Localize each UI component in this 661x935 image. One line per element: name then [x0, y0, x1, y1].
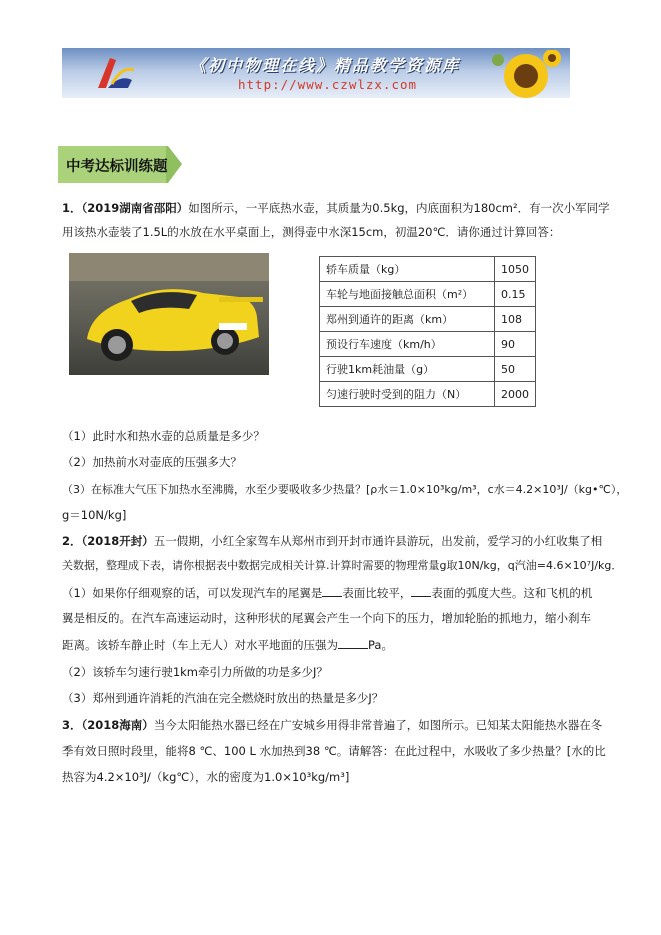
table-value: 50	[495, 357, 536, 382]
q2-sub1-line2: 翼是相反的。在汽车高速运动时，这种形状的尾翼会产生一个向下的压力，增加轮胎的抓地力，缩小刹车	[62, 611, 591, 625]
table-value: 90	[495, 332, 536, 357]
q2-sub1-line3	[62, 637, 393, 653]
table-key: 轿车质量（kg）	[320, 257, 495, 282]
sunflower-icon	[486, 50, 566, 98]
site-logo-icon	[92, 54, 136, 94]
table-key: 行驶1km耗油量（g）	[320, 357, 495, 382]
data-table	[319, 256, 536, 407]
table-row	[320, 307, 536, 332]
q1-source: （2019湖南省邵阳）	[81, 201, 189, 215]
table-row	[320, 357, 536, 382]
q3-text-1: 当今太阳能热水器已经在广安城乡用得非常普遍了，如图所示。已知某太阳能热水器在冬	[153, 718, 603, 732]
q2-source: （2018开封）	[81, 534, 154, 548]
q2-sub3: （3）郑州到通许消耗的汽油在完全燃烧时放出的热量是多少J？	[62, 691, 384, 705]
q3-source: （2018海南）	[81, 718, 154, 732]
q2-sub1-part-a: （1）如果你仔细观察的话，可以发现汽车的尾翼是	[62, 586, 323, 600]
table-value: 2000	[495, 382, 536, 407]
answer-blank[interactable]	[322, 586, 342, 597]
table-row	[320, 257, 536, 282]
table-value: 1050	[495, 257, 536, 282]
table-row	[320, 332, 536, 357]
q1-sub2: （2）加热前水对壶底的压强多大？	[62, 455, 242, 469]
q1-sub1: （1）此时水和热水壶的总质量是多少？	[62, 429, 265, 443]
table-value: 0.15	[495, 282, 536, 307]
q1-line1	[62, 200, 610, 216]
answer-blank[interactable]	[338, 638, 368, 649]
banner-url: http://www.czwlzx.com	[238, 77, 418, 92]
table-key: 预设行车速度（km/h）	[320, 332, 495, 357]
q1-text-2: 用该热水壶装了1.5L的水放在水平桌面上，测得壶中水深15cm，初温20℃．请你通过计算回答：	[62, 225, 561, 239]
table-key: 匀速行驶时受到的阻力（N）	[320, 382, 495, 407]
q2-number: 2．	[62, 534, 82, 548]
q1-number: 1．	[62, 201, 82, 215]
q2-text-1: 五一假期，小红全家驾车从郑州市到开封市通许县游玩，出发前，爱学习的小红收集了相	[153, 534, 603, 548]
q2-sub1-part-e: 距离。该轿车静止时（车上无人）对水平地面的压强为	[62, 638, 338, 652]
q2-sub1-part-f: Pa。	[368, 638, 393, 652]
banner-title: 《初中物理在线》精品教学资源库	[190, 56, 461, 75]
q2-text-2: 关数据，整理成下表，请你根据表中数据完成相关计算.计算时需要的物理常量g取10N/kg，q汽油=4.6×10⁷J/kg．	[62, 559, 623, 572]
table-row	[320, 382, 536, 407]
answer-blank[interactable]	[411, 586, 431, 597]
q3-text-3: 热容为4.2×10³J/（kg℃），水的密度为1.0×10³kg/m³]	[62, 770, 350, 784]
table-key: 郑州到通许的距离（km）	[320, 307, 495, 332]
sports-car-photo	[69, 253, 269, 375]
q2-sub1-part-b: 表面比较平，	[342, 586, 412, 600]
table-value: 108	[495, 307, 536, 332]
table-row	[320, 282, 536, 307]
table-key: 车轮与地面接触总面积（m²）	[320, 282, 495, 307]
q3-text-2: 季有效日照时段里，能将8 ℃、100 L 水加热到38 ℃。请解答：在此过程中，水吸收了多少热量？[水的比	[62, 744, 606, 758]
q3-number: 3．	[62, 718, 82, 732]
header-banner	[62, 48, 570, 98]
q3-line1	[62, 717, 602, 733]
q2-sub2: （2）该轿车匀速行驶1km牵引力所做的功是多少J？	[62, 665, 328, 679]
q1-sub3: （3）在标准大气压下加热水至沸腾，水至少要吸收多少热量？[ρ水＝1.0×10³kg/m³，c水＝4.2×10³J/（kg•℃），	[62, 483, 628, 496]
section-title: 中考达标训练题	[66, 159, 168, 175]
q2-sub1-line1	[62, 585, 592, 601]
q1-text-1: 如图所示，一平底热水壶，其质量为0.5kg，内底面积为180cm²．有一次小军同学	[188, 201, 610, 215]
q1-sub3-cont: g＝10N/kg]	[62, 508, 127, 522]
section-header	[58, 146, 182, 183]
q2-sub1-part-c: 表面的弧度大些。这和飞机的机	[431, 586, 593, 600]
q2-line1	[62, 533, 602, 549]
